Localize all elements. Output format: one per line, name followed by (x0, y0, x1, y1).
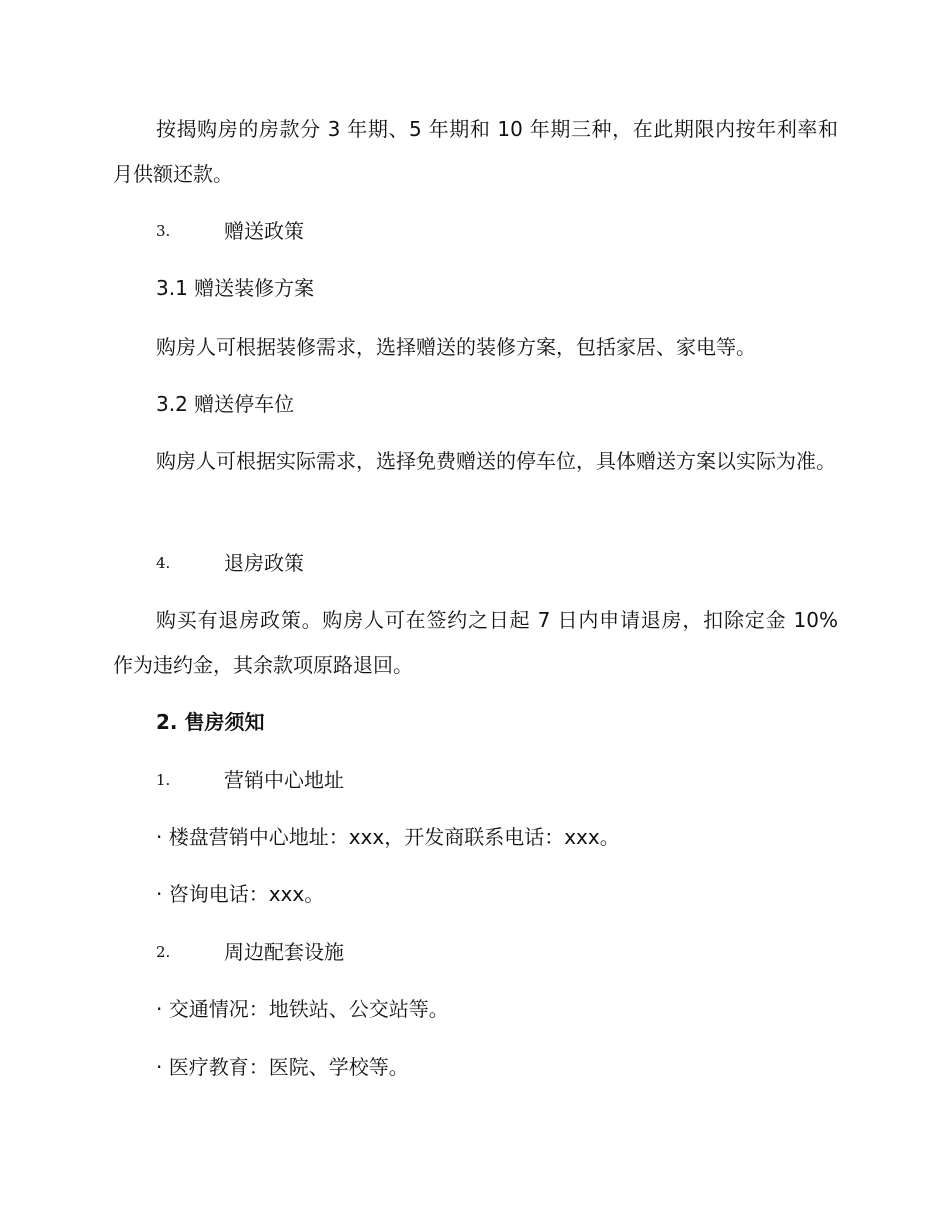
paragraph-refund-policy: 购买有退房政策。购房人可在签约之日起 7 日内申请退房，扣除定金 10% 作为违约金，其余款项原路退回。 (113, 608, 838, 677)
subheading-gift-parking: 3.2 赠送停车位 (156, 392, 295, 416)
heading-refund-policy: 退房政策 (224, 551, 304, 575)
heading-number-2: 2. (156, 943, 171, 961)
bullet-sales-center-address: · 楼盘营销中心地址：xxx，开发商联系电话：xxx。 (156, 825, 620, 849)
subheading-gift-decoration: 3.1 赠送装修方案 (156, 276, 315, 300)
heading-number-4: 4. (156, 554, 171, 572)
bullet-consult-phone: · 咨询电话：xxx。 (156, 882, 325, 906)
heading-gift-policy: 赠送政策 (224, 219, 304, 243)
paragraph-mortgage-terms: 按揭购房的房款分 3 年期、5 年期和 10 年期三种，在此期限内按年利率和月供额还款。 (113, 117, 838, 186)
heading-sales-center-address: 营销中心地址 (224, 768, 344, 792)
heading-number-3: 3. (156, 222, 171, 240)
paragraph-gift-parking: 购房人可根据实际需求，选择免费赠送的停车位，具体赠送方案以实际为准。 (156, 449, 836, 473)
heading-surrounding-facilities: 周边配套设施 (224, 940, 344, 964)
paragraph-gift-decoration: 购房人可根据装修需求，选择赠送的装修方案，包括家居、家电等。 (156, 335, 756, 359)
bullet-transportation: · 交通情况：地铁站、公交站等。 (156, 997, 449, 1021)
bullet-medical-education: · 医疗教育：医院、学校等。 (156, 1055, 409, 1079)
section-title-sales-notice: 2. 售房须知 (156, 710, 265, 734)
heading-number-1: 1. (156, 771, 171, 789)
